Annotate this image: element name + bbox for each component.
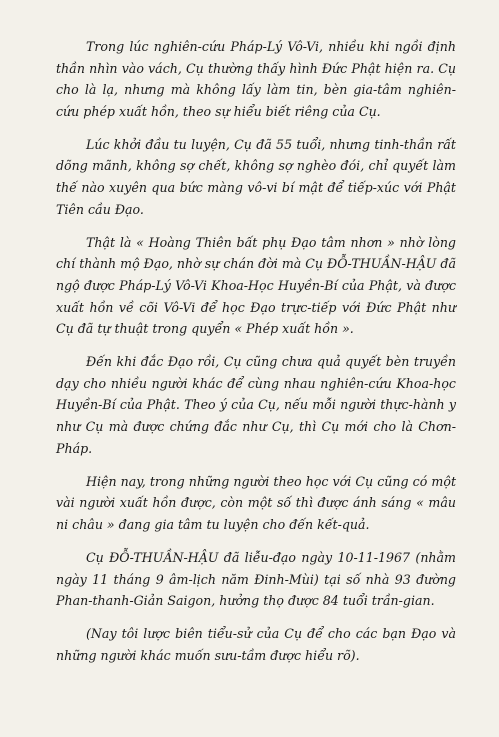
paragraph-1: Trong lúc nghiên-cứu Pháp-Lý Vô-Vi, nhiều khi ngồi định thần nhìn vào vách, Cụ thường thấy hình Đức Phật hiện ra. Cụ cho là lạ, nhưng mà không lấy làm tin, bèn gia-tâm nghiên-cứu phép xuất hồn, theo sự hiểu biết riêng của Cụ.	[56, 39, 456, 119]
body-text	[56, 36, 456, 666]
paragraph-7: (Nay tôi lược biên tiểu-sử của Cụ để cho các bạn Đạo và những người khác muốn sưu-tầm được hiểu rõ).	[56, 626, 456, 663]
paragraph-3: Thật là « Hoàng Thiên bất phụ Đạo tâm nhơn » nhờ lòng chí thành mộ Đạo, nhờ sự chán đời mà Cụ ĐỖ-THUẦN-HẬU đã ngộ được Pháp-Lý Vô-Vi Khoa-Học Huyền-Bí của Phật, và được xuất hồn về cõi Vô-Vi để học Đạo trực-tiếp với Đức Phật như Cụ đã tự thuật trong quyển « Phép xuất hồn ».	[56, 234, 456, 337]
paragraph-2: Lúc khởi đầu tu luyện, Cụ đã 55 tuổi, nhưng tinh-thần rất dõng mãnh, không sợ chết, không sợ nghèo đói, chỉ quyết làm thế nào xuyên qua bức màng vô-vi bí mật để tiếp-xúc với Phật Tiên cầu Đạo.	[56, 136, 456, 217]
paragraph-6: Cụ ĐỖ-THUẦN-HẬU đã liễu-đạo ngày 10-11-1967 (nhằm ngày 11 tháng 9 âm-lịch năm Đinh-Mùi) tại số nhà 93 đường Phan-thanh-Giản Saigon, hưởng thọ được 84 tuổi trần-gian.	[56, 549, 456, 609]
paragraph-4: Đến khi đắc Đạo rồi, Cụ cũng chưa quả quyết bèn truyền dạy cho nhiều người khác để cùng nhau nghiên-cứu Khoa-học Huyền-Bí của Phật. Theo ý của Cụ, nếu mỗi người thực-hành y như Cụ mà được chứng đắc như Cụ, thì Cụ mới cho là Chơn-Pháp.	[56, 354, 456, 456]
paragraph-5: Hiện nay, trong những người theo học với Cụ cũng có một vài người xuất hồn được, còn một số thì được ánh sáng « mâu ni châu » đang gia tâm tu luyện cho đến kết-quả.	[56, 473, 456, 532]
